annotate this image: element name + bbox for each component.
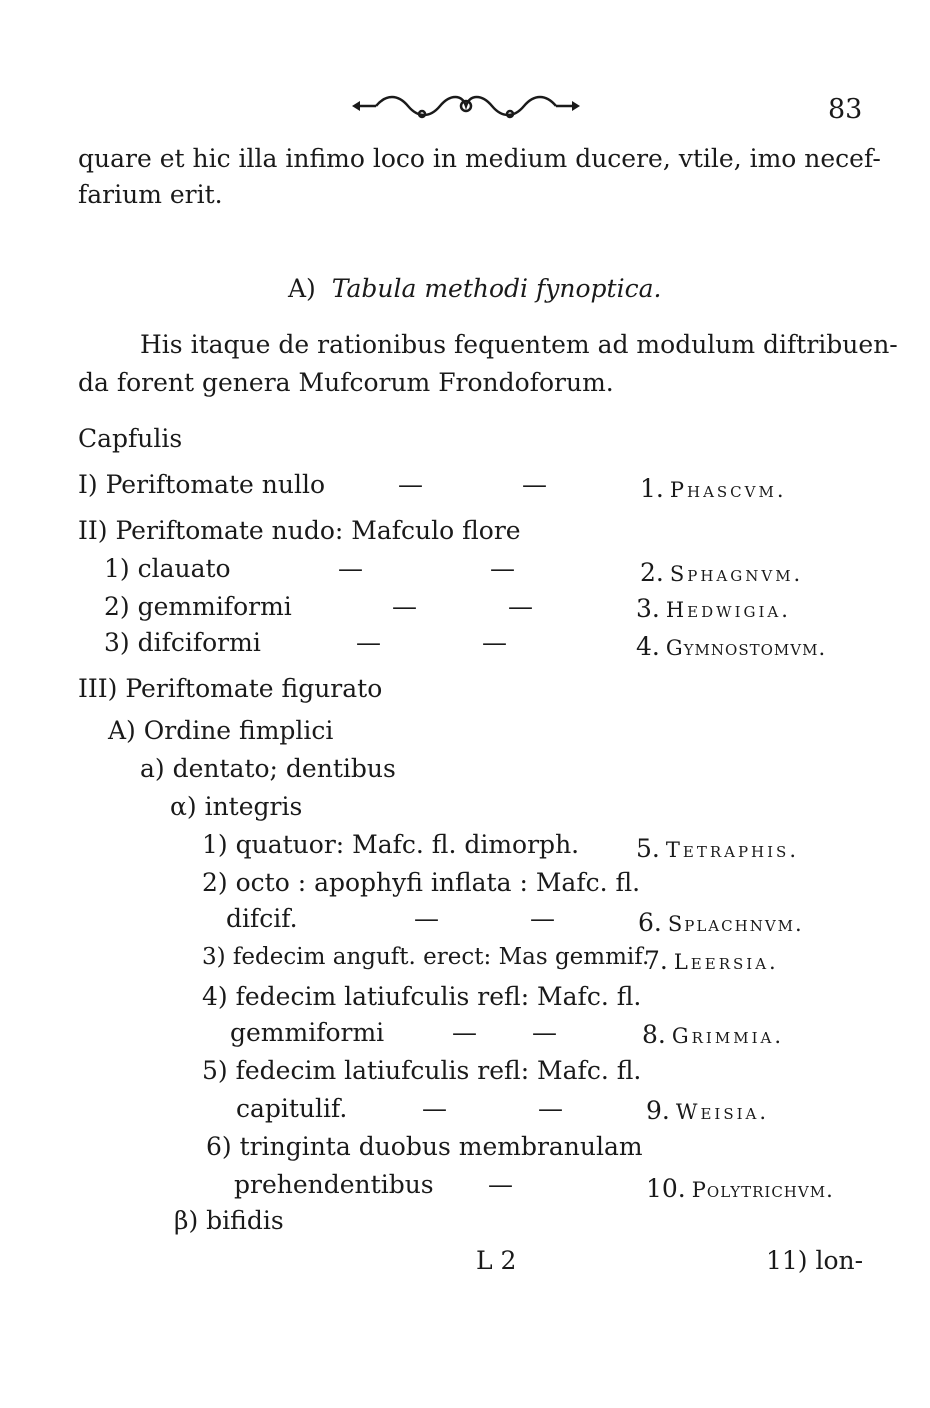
page-number: 83 [828,94,863,125]
table-row-label: A) Ordine fimplici [108,716,334,745]
table-row-label: 2) octo : apophyfi inflata : Mafc. fl. [202,868,641,897]
table-row-dash: — [532,1018,557,1047]
table-row-label: 1) quatuor: Mafc. fl. dimorph. [202,830,580,859]
table-row-label: 5) fedecim latiufculis refl: Mafc. fl. [202,1056,642,1085]
table-row-label: I) Periftomate nullo [78,470,326,499]
genus-number: 7. [644,946,668,975]
table-row-label: capitulif. [236,1094,348,1123]
table-row-label: 4) fedecim latiufculis refl: Mafc. fl. [202,982,642,1011]
table-row-label: 3) fedecim anguft. erect: Mas gemmif. [202,944,650,970]
table-row-label: 1) clauato [104,554,231,583]
genus-number: 4. [636,632,660,661]
section-heading-label: A) [288,274,316,303]
genus-name [646,1176,834,1201]
genus-label: Sphagnvm. [669,562,804,586]
genus-name [636,634,826,659]
table-row-dash: — [398,470,423,499]
table-row-label: β) bifidis [174,1206,284,1235]
table-row-dash: — [530,904,555,933]
genus-number: 1. [640,474,664,503]
genus-label: Tetraphis. [665,838,799,862]
genus-number: 6. [638,908,662,937]
genus-label: Grimmia. [671,1024,785,1048]
table-row-label: II) Periftomate nudo: Mafculo flore [78,516,521,545]
genus-name [640,476,787,501]
table-row-label: III) Periftomate figurato [78,674,383,703]
genus-label: Hedwigia. [665,598,791,622]
catchword: 11) lon- [766,1246,864,1275]
paragraph-line-1: His itaque de rationibus fequentem ad modulum diftribuen- [140,330,898,359]
genus-number: 8. [642,1020,666,1049]
genus-number: 9. [646,1096,670,1125]
table-row-dash: — [338,554,363,583]
table-row-label: difcif. [226,904,298,933]
genus-label: Leersia. [673,950,779,974]
table-row-dash: — [522,470,547,499]
genus-label: Splachnvm. [667,912,804,936]
paragraph-line-2: da forent genera Mufcorum Frondoforum. [78,368,614,397]
table-heading: Capfulis [78,424,183,453]
genus-name [644,948,779,973]
table-row-dash: — [488,1170,513,1199]
table-row-label: a) dentato; dentibus [140,754,396,783]
table-row-dash: — [422,1094,447,1123]
genus-number: 2. [640,558,664,587]
table-row-dash: — [482,628,507,657]
section-heading-title: Tabula methodi fynoptica. [331,274,662,303]
decorative-headpiece-icon [352,88,580,124]
genus-number: 5. [636,834,660,863]
table-row-dash: — [490,554,515,583]
genus-label: Gymnostomvm. [665,636,827,660]
genus-name [640,560,803,585]
genus-name [638,910,804,935]
table-row-dash: — [392,592,417,621]
genus-number: 10. [646,1174,686,1203]
table-row-dash: — [356,628,381,657]
table-row-dash: — [538,1094,563,1123]
genus-label: Weisia. [675,1100,770,1124]
section-heading [288,276,661,301]
table-row-dash: — [414,904,439,933]
table-row-label: prehendentibus [234,1170,434,1199]
signature-mark: L 2 [476,1246,517,1275]
genus-label: Polytrichvm. [691,1178,834,1202]
table-row-label: 2) gemmiformi [104,592,292,621]
intro-line-2: farium erit. [78,180,223,209]
table-row-label: α) integris [170,792,303,821]
genus-name [636,836,799,861]
genus-name [646,1098,769,1123]
genus-name [642,1022,784,1047]
table-row-label: gemmiformi [230,1018,385,1047]
intro-line-1: quare et hic illa infimo loco in medium ducere, vtile, imo necef- [78,144,881,173]
genus-label: Phascvm. [669,478,787,502]
table-row-dash: — [508,592,533,621]
table-row-dash: — [452,1018,477,1047]
genus-number: 3. [636,594,660,623]
table-row-label: 3) difciformi [104,628,261,657]
genus-name [636,596,791,621]
table-row-label: 6) tringinta duobus membranulam [206,1132,643,1161]
